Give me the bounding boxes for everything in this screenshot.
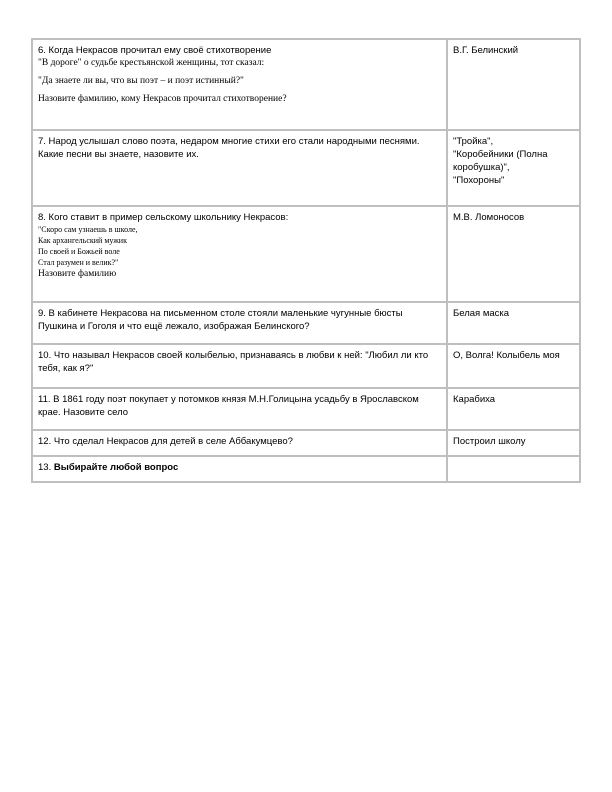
answer-cell: [447, 206, 580, 302]
quote-line: Назовите фамилию: [38, 269, 117, 279]
answer-text: Карабиха: [453, 394, 496, 405]
answer-cell: [447, 130, 580, 206]
answer-text: В.Г. Белинский: [453, 45, 519, 56]
question-cell: [32, 344, 447, 388]
answer-cell: [447, 302, 580, 344]
answer-text: М.В. Ломоносов: [453, 212, 525, 223]
answer-cell: [447, 39, 580, 130]
question-cell: [32, 302, 447, 344]
answer-cell: [447, 430, 580, 456]
quote-line: "Скоро сам узнаешь в школе,: [38, 225, 138, 234]
quote-line: Назовите фамилию, кому Некрасов прочитал стихотворение?: [38, 94, 287, 104]
table-row: [32, 344, 580, 388]
table-row: [32, 206, 580, 302]
answer-cell: [447, 388, 580, 430]
quote-line: "Да знаете ли вы, что вы поэт – и поэт истинный?": [38, 76, 244, 86]
question-text: 11. В 1861 году поэт покупает у потомков князя М.Н.Голицына усадьбу в Ярославском крае. Назовите село: [38, 394, 419, 418]
question-cell: [32, 130, 447, 206]
question-text: 8. Кого ставит в пример сельскому школьнику Некрасов:: [38, 212, 289, 223]
quote-line: Стал разумен и велик?": [38, 258, 119, 267]
table-row: [32, 302, 580, 344]
table-row: [32, 388, 580, 430]
answer-text: Белая маска: [453, 308, 510, 319]
quote-line: По своей и Божьей воле: [38, 247, 120, 256]
question-cell: [32, 430, 447, 456]
answer-text: "Коробейники (Полна коробушка)",: [453, 149, 548, 173]
question-number: 13.: [38, 462, 52, 473]
question-cell: [32, 388, 447, 430]
table-row: [32, 430, 580, 456]
question-text: 7. Народ услышал слово поэта, недаром многие стихи его стали народными песнями. Какие песни вы знаете, назовите их.: [38, 136, 420, 160]
table-row: [32, 456, 580, 482]
question-text: 6. Когда Некрасов прочитал ему своё стихотворение: [38, 45, 272, 56]
answer-text: "Похороны": [453, 175, 505, 186]
table-row: [32, 39, 580, 130]
answer-cell: [447, 456, 580, 482]
question-text: 10. Что называл Некрасов своей колыбелью, признаваясь в любви к ней: "Любил ли кто тебя, как я?": [38, 350, 429, 374]
question-cell: [32, 456, 447, 482]
table-row: [32, 130, 580, 206]
question-text: 9. В кабинете Некрасова на письменном столе стояли маленькие чугунные бюсты Пушкина и Гоголя и что ещё лежало, изображая Белинского?: [38, 308, 403, 332]
question-text: 12. Что сделал Некрасов для детей в селе Аббакумцево?: [38, 436, 293, 447]
answer-text: "Тройка",: [453, 136, 494, 147]
answer-text: Построил школу: [453, 436, 526, 447]
answer-cell: [447, 344, 580, 388]
quote-line: "В дороге" о судьбе крестьянской женщины, тот сказал:: [38, 58, 265, 68]
question-bold-text: Выбирайте любой вопрос: [53, 462, 179, 473]
quiz-table: [31, 38, 581, 483]
quote-line: Как архангельский мужик: [38, 236, 127, 245]
question-cell: [32, 39, 447, 130]
answer-text: О, Волга! Колыбель моя: [453, 350, 560, 361]
question-text: [38, 461, 441, 474]
question-cell: [32, 206, 447, 302]
